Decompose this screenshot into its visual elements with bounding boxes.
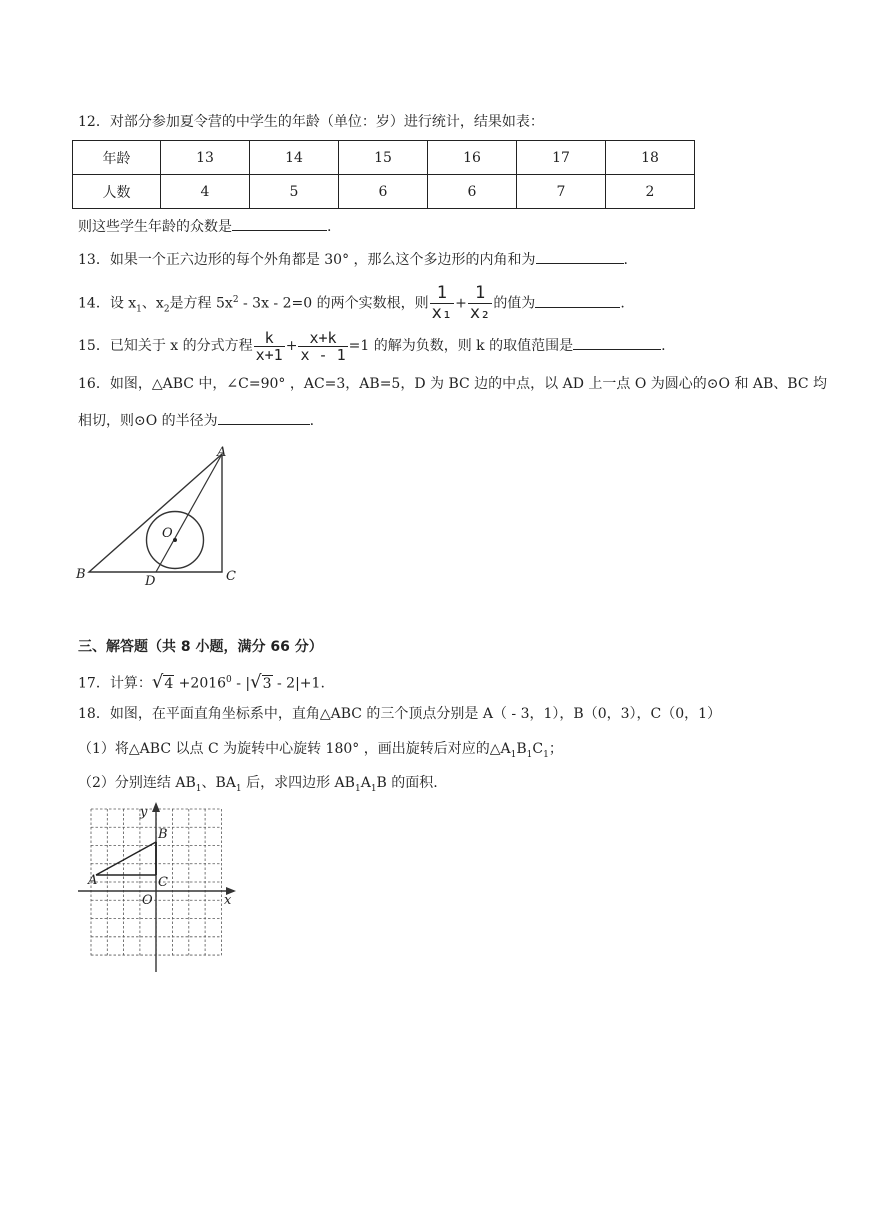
count-row-label: 人数 xyxy=(73,175,161,209)
radicand: 4 xyxy=(164,675,174,692)
numerator: k xyxy=(254,330,285,347)
denominator: x+1 xyxy=(255,345,283,364)
sqrt-icon: √ xyxy=(151,671,164,693)
age-table xyxy=(72,140,695,209)
q16-text: 相切，则⊙O 的半径为 xyxy=(78,413,218,429)
q13-text: 13．如果一个正六边形的每个外角都是 30° ，那么这个多边形的内角和为 xyxy=(78,252,536,268)
subscript: 1 xyxy=(354,783,361,794)
answer-blank xyxy=(218,410,310,425)
numerator: 1 xyxy=(430,284,454,304)
q16-end: . xyxy=(309,413,315,429)
age-cell: 14 xyxy=(250,141,339,175)
count-cell: 2 xyxy=(606,175,695,209)
answer-blank xyxy=(232,216,327,231)
fraction-1-over-x1 xyxy=(430,284,454,323)
q17-text: - 2|+1. xyxy=(272,675,325,692)
count-cell: 5 xyxy=(250,175,339,209)
q15-line xyxy=(78,326,666,366)
q18-text: C xyxy=(532,741,544,757)
age-cell: 18 xyxy=(606,141,695,175)
q16-line1: 16．如图，△ABC 中，∠C=90° ，AC=3，AB=5，D 为 BC 边的中点，以 AD 上一点 O 为圆心的⊙O 和 AB、BC 均 xyxy=(78,376,827,392)
q18-line2 xyxy=(78,739,563,765)
q13-line xyxy=(78,249,628,270)
fraction-k-over-x-plus-1 xyxy=(254,330,285,363)
count-cell: 7 xyxy=(517,175,606,209)
q17-text: - | xyxy=(231,675,251,692)
q18-text: ； xyxy=(548,741,563,757)
q15-end: . xyxy=(661,338,666,354)
label-o: O xyxy=(162,526,173,541)
numerator: 1 xyxy=(468,284,492,304)
plus-sign: + xyxy=(455,295,467,312)
label-a: A xyxy=(217,445,227,460)
superscript: 0 xyxy=(226,675,232,685)
label-x: x xyxy=(224,893,232,908)
plus-sign: + xyxy=(285,338,298,354)
triangle-abc xyxy=(89,454,222,572)
fraction-x-plus-k-over-x-minus-1 xyxy=(298,330,347,363)
numerator: x+k xyxy=(298,330,347,347)
subscript: 1 xyxy=(370,783,377,794)
label-c: C xyxy=(158,875,168,890)
subscript: 1 xyxy=(235,783,242,794)
q15-text: =1 的解为负数，则 k 的取值范围是 xyxy=(348,338,574,354)
q18-text: B 的面积. xyxy=(376,775,438,791)
q17-text: 17．计算： xyxy=(78,675,152,692)
subscript: 1 xyxy=(526,749,533,760)
q12-answer-line xyxy=(78,216,331,237)
answer-blank xyxy=(535,293,620,308)
subscript: 1 xyxy=(136,304,142,315)
age-cell: 16 xyxy=(428,141,517,175)
q14-text: 是方程 5x xyxy=(169,295,233,312)
segment-ab xyxy=(96,842,156,875)
label-a: A xyxy=(88,873,98,888)
subscript: 2 xyxy=(163,304,170,315)
q12-end: . xyxy=(327,219,332,235)
q18-text: （2）分别连结 AB xyxy=(78,775,196,791)
q18-text: B xyxy=(516,741,527,757)
q14-text: 的值为 xyxy=(493,295,536,312)
q14-line xyxy=(78,280,625,329)
sqrt-icon: √ xyxy=(250,671,262,693)
q14-end: . xyxy=(620,295,625,312)
q18-text: A xyxy=(360,775,371,791)
table-row-age xyxy=(73,141,695,175)
fraction-1-over-x2 xyxy=(468,284,492,323)
denominator: x₂ xyxy=(469,303,491,324)
q12-prompt: 12．对部分参加夏令营的中学生的年龄（单位：岁）进行统计，结果如表： xyxy=(78,114,544,130)
q18-text: 、BA xyxy=(201,775,236,791)
answer-blank xyxy=(536,249,624,264)
label-o: O xyxy=(142,893,153,908)
q18-text: 后，求四边形 AB xyxy=(241,775,355,791)
q12-after: 则这些学生年龄的众数是 xyxy=(78,219,232,235)
center-point xyxy=(173,538,177,542)
label-b: B xyxy=(158,827,168,842)
label-c: C xyxy=(226,569,236,584)
radicand: 3 xyxy=(262,675,272,692)
q14-text: - 3x - 2=0 的两个实数根，则 xyxy=(238,295,429,312)
subscript: 1 xyxy=(543,749,549,760)
coordinate-grid-figure xyxy=(76,800,241,975)
count-cell: 4 xyxy=(161,175,250,209)
q16-line2 xyxy=(78,410,314,431)
subscript: 1 xyxy=(195,783,202,794)
q18-text: （1）将△ABC 以点 C 为旋转中心旋转 180° ，画出旋转后对应的△A xyxy=(78,741,511,757)
label-b: B xyxy=(76,567,86,582)
count-cell: 6 xyxy=(428,175,517,209)
superscript: 2 xyxy=(232,295,239,305)
q15-text: 15．已知关于 x 的分式方程 xyxy=(78,338,253,354)
denominator: x - 1 xyxy=(300,345,346,364)
q14-text: 14．设 x xyxy=(78,295,137,312)
y-axis-arrow-icon xyxy=(152,802,160,812)
q17-line xyxy=(78,670,325,694)
answer-blank xyxy=(573,335,661,350)
label-d: D xyxy=(145,574,156,589)
q18-line1: 18．如图，在平面直角坐标系中，直角△ABC 的三个顶点分别是 A（ - 3，1），B（0，3），C（0，1） xyxy=(78,706,722,722)
age-cell: 17 xyxy=(517,141,606,175)
q13-end: . xyxy=(623,252,628,268)
label-y: y xyxy=(140,805,148,820)
subscript: 1 xyxy=(510,749,517,760)
q18-line3 xyxy=(78,773,438,799)
triangle-figure xyxy=(70,440,250,590)
section-heading: 三、解答题（共 8 小题，满分 66 分） xyxy=(78,639,323,655)
denominator: x₁ xyxy=(431,303,453,324)
q17-text: +2016 xyxy=(174,675,227,692)
q14-text: 、x xyxy=(141,295,164,312)
age-row-label: 年龄 xyxy=(73,141,161,175)
age-cell: 13 xyxy=(161,141,250,175)
age-cell: 15 xyxy=(339,141,428,175)
count-cell: 6 xyxy=(339,175,428,209)
table-row-count xyxy=(73,175,695,209)
